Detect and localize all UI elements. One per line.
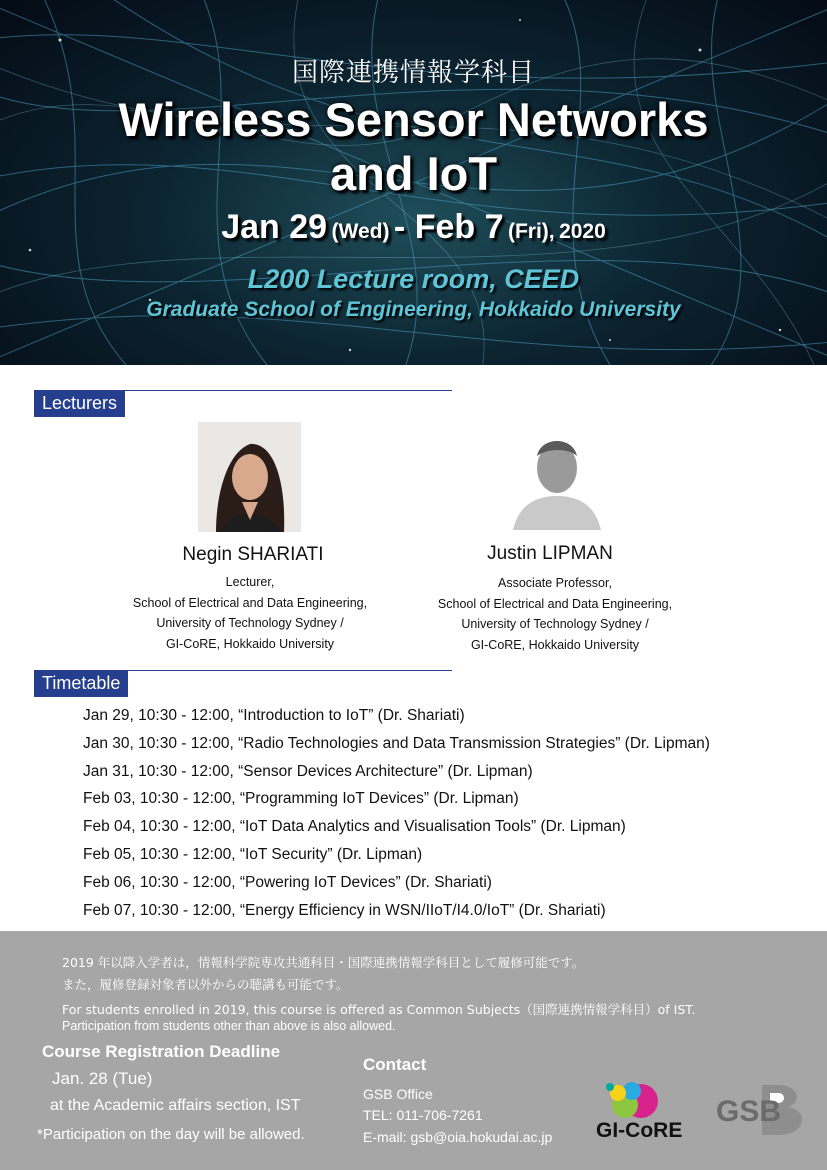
affiliation-line: GI-CoRE, Hokkaido University (470, 637, 640, 652)
course-dates (0, 208, 827, 247)
header-banner (0, 0, 827, 365)
contact-tel: TEL: 011-706-7261 (363, 1107, 483, 1123)
lecturer-affiliation-lipman (415, 573, 695, 655)
contact-title: Contact (363, 1055, 427, 1074)
venue-school: Graduate School of Engineering, Hokkaido University (146, 298, 681, 321)
affiliation-line: GI-CoRE, Hokkaido University (165, 636, 335, 651)
gi-core-logo (594, 1077, 706, 1151)
lecturer-photo-lipman (507, 422, 605, 530)
footer-en-line-1: For students enrolled in 2019, this course is offered as Common Subjects（国際連携情報学科目）of IST. (62, 1002, 696, 1017)
timetable-row: Feb 04, 10:30 - 12:00, “IoT Data Analytics and Visualisation Tools” (Dr. Lipman) (83, 818, 626, 836)
lecturer-photo-shariati (198, 422, 301, 532)
gsb-logo-text: GSB (716, 1095, 782, 1128)
date-end-day: (Fri), (507, 220, 555, 243)
contact-email: E-mail: gsb@oia.hokudai.ac.jp (363, 1129, 553, 1145)
deadline-note: *Participation on the day will be allowed. (37, 1126, 305, 1143)
main-title-line-2: and IoT (329, 147, 498, 200)
deadline-date: Jan. 28 (Tue) (52, 1069, 153, 1088)
venue-room: L200 Lecture room, CEED (247, 264, 580, 294)
date-start: Jan 29 (221, 208, 328, 246)
date-year: 2020 (559, 220, 606, 243)
affiliation-line: University of Technology Sydney / (461, 617, 649, 631)
timetable-section-label: Timetable (34, 671, 128, 697)
footer-panel (0, 931, 827, 1170)
lecturer-name-shariati: Negin SHARIATI (182, 544, 324, 565)
affiliation-line: Associate Professor, (498, 576, 612, 590)
lecturers-section-label: Lecturers (34, 391, 125, 417)
deadline-title: Course Registration Deadline (42, 1042, 281, 1061)
deadline-place: at the Academic affairs section, IST (50, 1097, 301, 1114)
affiliation-line: University of Technology Sydney / (156, 616, 344, 630)
timetable-row: Jan 29, 10:30 - 12:00, “Introduction to IoT” (Dr. Shariati) (83, 707, 465, 724)
affiliation-line: School of Electrical and Data Engineering, (437, 596, 673, 611)
footer-jp-line-2: また，履修登録対象者以外からの聴講も可能です。 (62, 977, 349, 992)
lecturer-affiliation-shariati (110, 572, 390, 654)
timetable-row: Jan 31, 10:30 - 12:00, “Sensor Devices Architecture” (Dr. Lipman) (83, 762, 533, 780)
timetable-row: Jan 30, 10:30 - 12:00, “Radio Technologies and Data Transmission Strategies” (Dr. Lipman) (83, 734, 710, 752)
footer-jp-line-1: 2019 年以降入学者は，情報科学院専攻共通科目・国際連携情報学科目として履修可能です。 (62, 955, 585, 970)
timetable-row: Feb 07, 10:30 - 12:00, “Energy Efficiency in WSN/IIoT/I4.0/IoT” (Dr. Shariati) (83, 901, 606, 919)
affiliation-line: Lecturer, (225, 575, 275, 589)
lecturer-name-lipman: Justin LIPMAN (487, 543, 613, 564)
timetable-list (83, 705, 710, 927)
footer-en-line-2: Participation from students other than above is also allowed. (62, 1019, 396, 1033)
gsb-logo (716, 1083, 808, 1141)
timetable-row: Feb 03, 10:30 - 12:00, “Programming IoT Devices” (Dr. Lipman) (83, 790, 519, 808)
date-end: - Feb 7 (393, 208, 504, 246)
main-title-line-1: Wireless Sensor Networks (118, 93, 709, 146)
date-start-day: (Wed) (331, 220, 390, 243)
timetable-row: Feb 06, 10:30 - 12:00, “Powering IoT Devices” (Dr. Shariati) (83, 873, 492, 891)
timetable-row: Feb 05, 10:30 - 12:00, “IoT Security” (Dr. Lipman) (83, 845, 423, 863)
japanese-subject-title: 国際連携情報学科目 (291, 58, 535, 88)
affiliation-line: School of Electrical and Data Engineering, (132, 595, 368, 610)
gi-core-logo-text: GI-CoRE (596, 1119, 683, 1142)
contact-office: GSB Office (363, 1086, 433, 1102)
